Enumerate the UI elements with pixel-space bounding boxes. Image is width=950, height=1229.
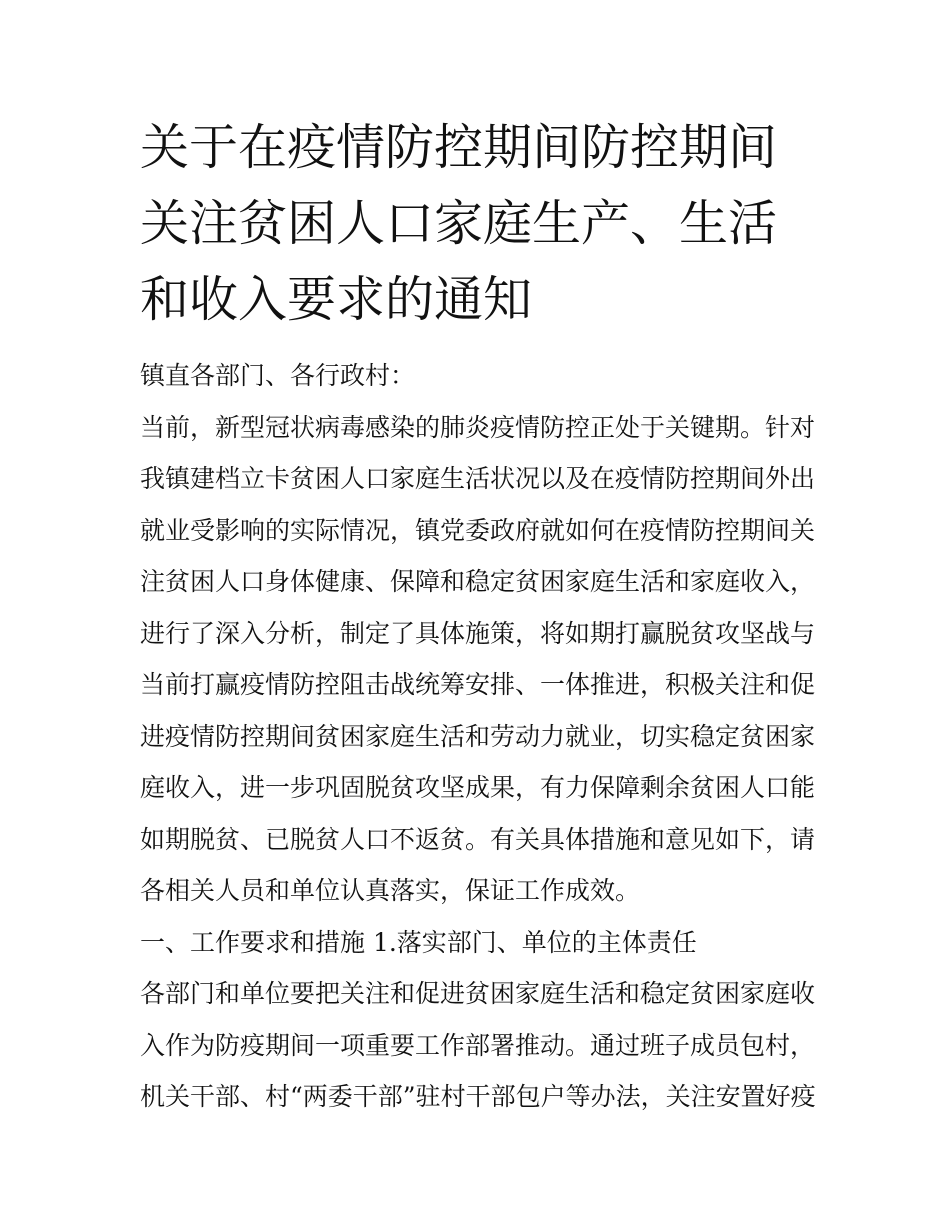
body-line: 进疫情防控期间贫困家庭生活和劳动力就业，切实稳定贫困家 <box>140 721 816 751</box>
document-title <box>140 110 812 338</box>
body-line: 当前打赢疫情防控阻击战统筹安排、一体推进，积极关注和促 <box>140 670 816 699</box>
body-line: 机关干部、村“两委干部”驻村干部包户等办法，关注安置好疫 <box>140 1082 816 1111</box>
body-line: 各部门和单位要把关注和促进贫困家庭生活和稳定贫困家庭收 <box>140 979 816 1008</box>
title-line-1: 关于在疫情防控期间防控期间 <box>140 119 778 176</box>
body-line: 就业受影响的实际情况，镇党委政府就如何在疫情防控期间关 <box>140 515 816 545</box>
title-line-3: 和收入要求的通知 <box>140 271 533 328</box>
body-line: 当前，新型冠状病毒感染的肺炎疫情防控正处于关键期。针对 <box>140 412 816 442</box>
section-heading: 一、工作要求和措施 1.落实部门、单位的主体责任 <box>140 927 697 957</box>
body-line: 入作为防疫期间一项重要工作部署推动。通过班子成员包村， <box>140 1030 816 1060</box>
body-line: 注贫困人口身体健康、保障和稳定贫困家庭生活和家庭收入， <box>140 567 816 596</box>
body-line: 进行了深入分析，制定了具体施策，将如期打赢脱贫攻坚战与 <box>140 618 816 648</box>
salutation: 镇直各部门、各行政村： <box>140 361 416 390</box>
body-line: 各相关人员和单位认真落实，保证工作成效。 <box>140 876 641 905</box>
document-page <box>140 110 816 1123</box>
body-line: 我镇建档立卡贫困人口家庭生活状况以及在疫情防控期间外出 <box>140 464 816 493</box>
body-line: 庭收入，进一步巩固脱贫攻坚成果，有力保障剩余贫困人口能 <box>140 773 816 802</box>
body-line: 如期脱贫、已脱贫人口不返贫。有关具体措施和意见如下，请 <box>140 824 816 854</box>
document-body <box>140 350 816 1123</box>
title-line-2: 关注贫困人口家庭生产、生活 <box>140 195 778 252</box>
